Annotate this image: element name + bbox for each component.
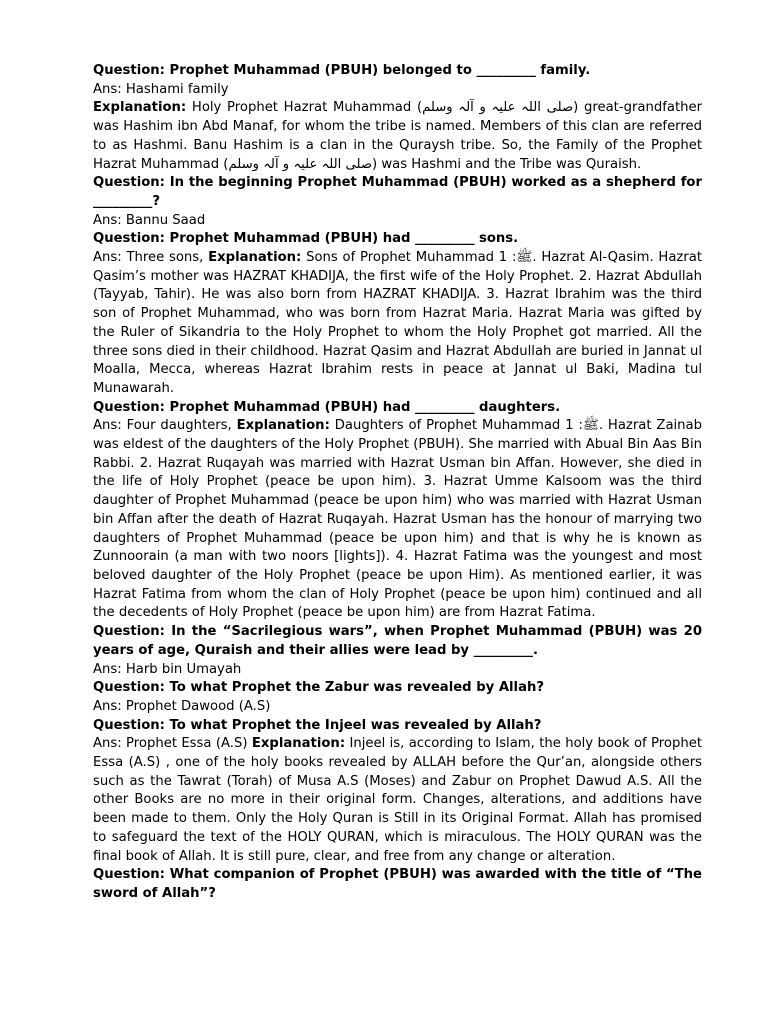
question-2: Question: In the beginning Prophet Muhammad (PBUH) worked as a shepherd for _________? (93, 175, 702, 209)
arabic-salutation: صلی اللہ علیہ و آلہ وسلم (422, 100, 574, 116)
question-8: Question: What companion of Prophet (PBUH) was awarded with the title of “The sword of Allah”? (93, 867, 702, 901)
document-page (93, 62, 702, 904)
answer-prefix: Ans: Four daughters, (93, 418, 237, 434)
question-1: Question: Prophet Muhammad (PBUH) belonged to _________ family. (93, 63, 591, 78)
answer-2: Ans: Bannu Saad (93, 212, 206, 228)
explanation-text: ) great-grandfather was Hashim ibn Abd Manaf, for whom the tribe is named. Members of this clan are referred to as Hashmi. Banu Hashim is a clan in the Quraysh tribe. So, the Family of the Prophet Hazrat Muhammad ( (93, 100, 703, 172)
answer-prefix: Ans: Prophet Essa (A.S) (93, 736, 252, 752)
explanation-1 (93, 99, 702, 174)
answer-1: Ans: Hashami family (93, 81, 229, 97)
explanation-text: ) was Hashmi and the Tribe was Quraish. (372, 156, 642, 172)
answer-7 (93, 735, 702, 866)
answer-6: Ans: Prophet Dawood (A.S) (93, 698, 271, 714)
explanation-label: Explanation: (251, 736, 346, 752)
question-3: Question: Prophet Muhammad (PBUH) had _________ sons. (93, 231, 519, 247)
answer-4 (93, 417, 702, 623)
arabic-salutation: صلی اللہ علیہ و آلہ وسلم (228, 156, 373, 172)
answer-prefix: Ans: Three sons, (93, 250, 209, 266)
answer-3 (93, 249, 702, 399)
explanation-text: Holy Prophet Hazrat Muhammad ( (186, 100, 423, 116)
explanation-label: Explanation: (208, 250, 302, 266)
explanation-label: Explanation: (93, 100, 187, 116)
explanation-text: Daughters of Prophet Muhammad 1 :ﷺ. Hazrat Zainab was eldest of the daughters of the Holy Prophet (PBUH). She married with Abual Bin Aas Bin Rabbi. 2. Hazrat Ruqayah was married with Hazrat Usman bin Affan. However, she died in the life of Holy Prophet (peace be upon him). 3. Hazrat Umme Kalsoom was the third daughter of Prophet Muhammad (peace be upon him) who was married with Hazrat Usman bin Affan after the death of Hazrat Ruqayah. Hazrat Usman has the honour of marrying two daughters of Prophet Muhammad (peace be upon him) and that is why he is known as Zunnoorain (a man with two noors [lights]). 4. Hazrat Fatima was the youngest and most beloved daughter of the Holy Prophet (peace be upon Him). As mentioned earlier, it was Hazrat Fatima from whom the clan of Holy Prophet (peace be upon him) continued and all the decedents of Holy Prophet (peace be upon him) are from Hazrat Fatima. (93, 418, 702, 621)
question-7: Question: To what Prophet the Injeel was revealed by Allah? (93, 717, 542, 733)
explanation-text: Injeel is, according to Islam, the holy book of Prophet Essa (A.S) , one of the holy books revealed by ALLAH before the Qur’an, alongside others such as the Tawrat (Torah) of Musa A.S (Moses) and Zabur on Prophet Dawud A.S. All the other Books are no more in their original form. Changes, alterations, and additions have been made to them. Only the Holy Quran is Still in its Original Format. Allah has promised to safeguard the text of the HOLY QURAN, which is miraculous. The HOLY QURAN was the final book of Allah. It is still pure, clear, and free from any change or alteration. (93, 736, 702, 864)
question-4: Question: Prophet Muhammad (PBUH) had _________ daughters. (93, 399, 561, 415)
question-6: Question: To what Prophet the Zabur was revealed by Allah? (93, 680, 545, 696)
explanation-label: Explanation: (236, 418, 330, 434)
question-5: Question: In the “Sacrilegious wars”, when Prophet Muhammad (PBUH) was 20 years of age, Quraish and their allies were lead by _________. (93, 624, 702, 658)
explanation-text: Sons of Prophet Muhammad 1 :ﷺ. Hazrat Al-Qasim. Hazrat Qasim’s mother was HAZRAT KHADIJA, the first wife of the Holy Prophet. 2. Hazrat Abdullah (Tayyab, Tahir). He was also born from HAZRAT KHADIJA. 3. Hazrat Ibrahim was the third son of Prophet Muhammad, who was born from Hazrat Maria. Hazrat Maria was gifted by the Ruler of Sikandria to the Holy Prophet to whom the Holy Prophet got married. All the three sons died in their childhood. Hazrat Qasim and Hazrat Abdullah are buried in Jannat ul Moalla, Mecca, whereas Hazrat Ibrahim rests in peace at Jannat ul Baki, Madina tul Munawarah. (93, 250, 702, 396)
answer-5: Ans: Harb bin Umayah (93, 661, 242, 677)
